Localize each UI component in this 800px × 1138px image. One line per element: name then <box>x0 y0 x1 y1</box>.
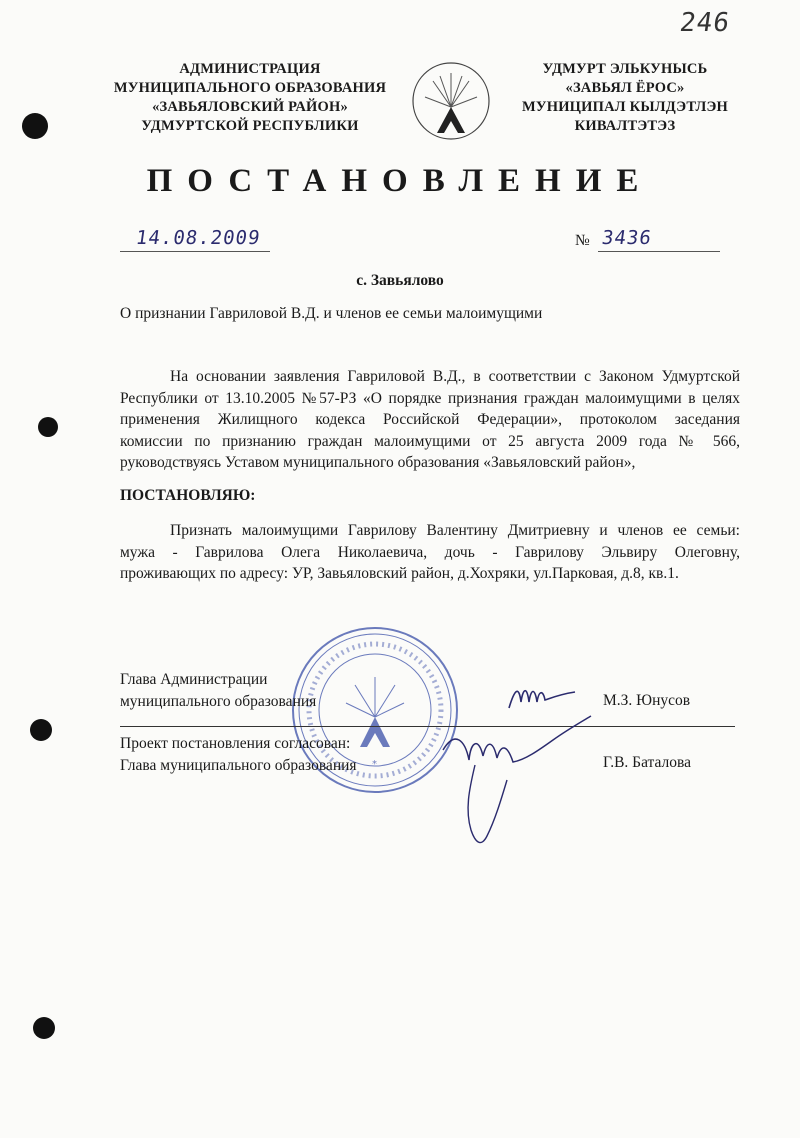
punch-hole <box>22 113 48 139</box>
header-right-line: УДМУРТ ЭЛЬКУНЫСЬ <box>542 61 708 77</box>
decree-paragraph <box>120 520 740 585</box>
basis-line: На основании заявления Гавриловой В.Д., в соответствии с Законом Удмуртской <box>170 368 740 385</box>
document-subject: О признании Гавриловой В.Д. и членов ее семьи малоимущими <box>120 305 543 322</box>
basis-paragraph <box>120 366 740 474</box>
head-title-line: муниципального образования <box>120 692 317 710</box>
emblem-logo <box>409 59 493 143</box>
head-title <box>120 669 316 712</box>
header-right-line: МУНИЦИПАЛ КЫЛДЭТЛЭН <box>521 99 728 115</box>
header-right-line: КИВАЛТЭТЭЗ <box>574 118 676 134</box>
approval-title-line: Проект постановления согласован: <box>120 735 351 752</box>
approval-title <box>120 733 357 776</box>
basis-line: применения Жилищного кодекса Российской Федерации», протоколом заседания <box>120 411 740 428</box>
document-title: ПОСТАНОВЛЕНИЕ <box>146 163 654 199</box>
header-right-block <box>520 60 730 136</box>
header-left-line: УДМУРТСКОЙ РЕСПУБЛИКИ <box>141 118 359 134</box>
document-place: с. Завьялово <box>356 272 444 289</box>
header-left-line: МУНИЦИПАЛЬНОГО ОБРАЗОВАНИЯ <box>113 80 387 96</box>
number-line <box>598 227 720 252</box>
decree-line: проживающих по адресу: УР, Завьяловский район, д.Хохряки, ул.Парковая, д.8, кв.1. <box>120 565 679 582</box>
approval-name: Г.В. Баталова <box>603 754 692 771</box>
header-left-line: АДМИНИСТРАЦИЯ <box>179 61 321 77</box>
page-number: 246 <box>677 8 733 38</box>
punch-hole <box>38 417 58 437</box>
head-name: М.З. Юнусов <box>603 692 691 709</box>
basis-line: Республики от 13.10.2005 №57-РЗ «О порядке признания граждан малоимущими в целях <box>120 389 740 407</box>
decree-heading: ПОСТАНОВЛЯЮ: <box>120 487 256 504</box>
svg-text:*: * <box>372 759 377 770</box>
decree-line: мужа - Гаврилова Олега Николаевича, дочь - Гаврилову Эльвиру Олеговну, <box>120 543 740 561</box>
date-line <box>120 227 270 252</box>
basis-line: комиссии по признанию граждан малоимущими от 25 августа 2009 года № 566, <box>120 432 740 450</box>
signature-divider <box>120 726 735 727</box>
document-number: 3436 <box>600 227 654 249</box>
header-left-block <box>100 60 400 136</box>
punch-hole <box>30 719 52 741</box>
header-right-line: «ЗАВЬЯЛ ЁРОС» <box>565 80 685 96</box>
basis-line: руководствуясь Уставом муниципального образования «Завьяловский район», <box>120 454 636 471</box>
approval-signature <box>435 710 595 860</box>
document-date: 14.08.2009 <box>134 227 262 249</box>
approval-title-line: Глава муниципального образования <box>120 756 357 774</box>
number-label: № <box>575 232 590 249</box>
head-title-line: Глава Администрации <box>120 671 268 688</box>
punch-hole <box>33 1017 55 1039</box>
decree-line: Признать малоимущими Гаврилову Валентину Дмитриевну и членов ее семьи: <box>170 522 740 539</box>
header-left-line: «ЗАВЬЯЛОВСКИЙ РАЙОН» <box>152 99 348 115</box>
